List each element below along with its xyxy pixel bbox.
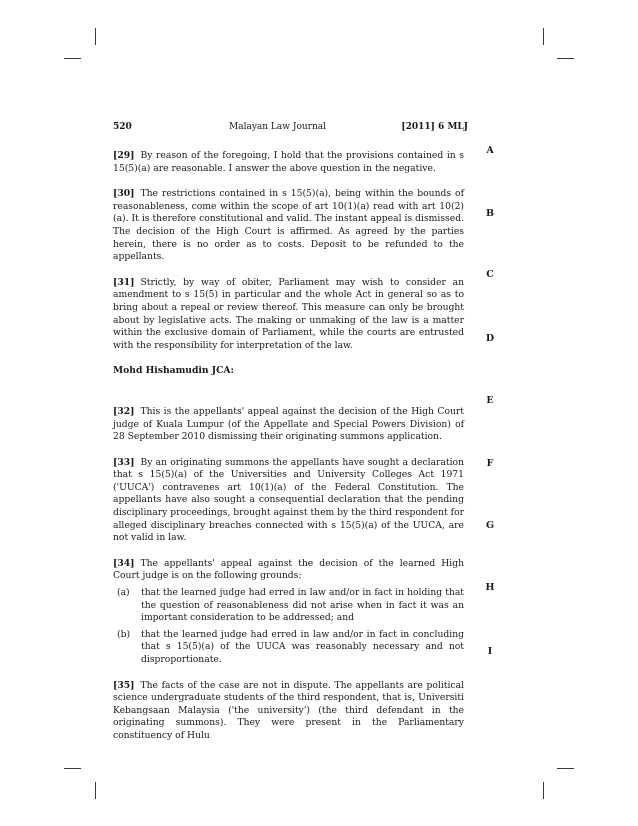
margin-letter-b: B <box>485 208 495 219</box>
paragraph-number: [35] <box>113 679 135 691</box>
paragraph-number: [31] <box>113 276 135 288</box>
paragraph-text: This is the appellants' appeal against the decision of the High Court judge of Kuala Lumpur (of the Appellate and Special Powers Division) of 28 September 2010 dismissing their originating summons application. <box>113 405 464 443</box>
journal-title: Malayan Law Journal <box>229 122 327 132</box>
margin-letter-d: D <box>485 333 495 344</box>
paragraph-29 <box>113 150 464 175</box>
ground-item <box>113 629 464 667</box>
ground-label: (b) <box>117 628 131 640</box>
paragraph-33 <box>113 457 464 545</box>
margin-letter-f: F <box>486 458 494 469</box>
crop-mark-bottom-right-v <box>543 782 544 799</box>
paragraph-text: The appellants' appeal against the decision of the learned High Court judge is on the following grounds: <box>113 557 464 582</box>
paragraph-text: By an originating summons the appellants have sought a declaration that s 15(5)(a) of the Universities and University Colleges Act 1971 ('UUCA') contravenes art 10(1)(a) of the Federal Constitution. The appellants have also sought a consequential declaration that the pending disciplinary proceedings, brought against them by the third respondent for alleged disciplinary breaches connected with s 15(5)(a) of the UUCA, are not valid in law. <box>113 456 464 544</box>
paragraph-31 <box>113 277 464 353</box>
paragraph-text: Strictly, by way of obiter, Parliament may wish to consider an amendment to s 15(5) in particular and the whole Act in general so as to bring about a repeal or review thereof. This measure can only be brought about by legislative acts. The making or unmaking of the law is a matter within the exclusive domain of Parliament, while the courts are entrusted with the responsibility for interpretation of the law. <box>113 276 464 351</box>
crop-mark-bottom-right-h <box>557 768 574 769</box>
paragraph-32 <box>113 406 464 444</box>
paragraph-34 <box>113 558 464 583</box>
margin-letter-g: G <box>485 520 495 531</box>
ground-label: (a) <box>117 587 130 599</box>
judge-heading: Mohd Hishamudin JCA: <box>113 365 234 377</box>
judgment-text <box>113 150 464 756</box>
paragraph-number: [33] <box>113 456 135 468</box>
page-number: 520 <box>113 122 132 132</box>
margin-letter-c: C <box>486 269 494 280</box>
crop-mark-bottom-left-v <box>95 782 96 799</box>
margin-letter-e: E <box>486 395 494 406</box>
margin-letter-i: I <box>487 646 493 657</box>
crop-mark-top-left-v <box>95 28 96 45</box>
crop-mark-bottom-left-h <box>64 768 81 769</box>
crop-mark-top-left-h <box>64 58 81 59</box>
paragraph-text: The restrictions contained in s 15(5)(a), being within the bounds of reasonableness, come within the scope of art 10(1)(a) read with art 10(2)(a). It is therefore constitutional and valid. The instant appeal is dismissed. The decision of the High Court is affirmed. As agreed by the parties herein, there is no order as to costs. Deposit to be refunded to the appellants. <box>113 188 464 263</box>
ground-text: that the learned judge had erred in law and/or in fact in concluding that s 15(5)(a) of the UUCA was reasonably necessary and not disproportionate. <box>141 628 464 665</box>
paragraph-text: The facts of the case are not in dispute. The appellants are political science undergraduate students of the third respondent, that is, Universiti Kebangsaan Malaysia ('the university') (the third defendant in the originating summons). They were present in the Parliamentary constituency of Hulu <box>113 679 464 741</box>
paragraph-text: By reason of the foregoing, I hold that the provisions contained in s 15(5)(a) are reasonable. I answer the above question in the negative. <box>113 150 464 174</box>
ground-text: that the learned judge had erred in law and/or in fact in holding that the question of reasonableness did not arise when in fact it was an important consideration to be addressed; and <box>141 587 464 624</box>
paragraph-number: [30] <box>113 188 135 200</box>
paragraph-number: [32] <box>113 405 135 417</box>
paragraph-30 <box>113 188 464 264</box>
crop-mark-top-right-v <box>543 28 544 45</box>
ground-item <box>113 587 464 625</box>
grounds-list <box>113 587 464 667</box>
margin-letter-h: H <box>485 582 495 593</box>
margin-letter-a: A <box>486 145 494 156</box>
paragraph-number: [34] <box>113 557 135 569</box>
citation: [2011] 6 MLJ <box>401 122 468 132</box>
crop-mark-top-right-h <box>557 58 574 59</box>
paragraph-35 <box>113 680 464 743</box>
paragraph-number: [29] <box>113 150 135 161</box>
